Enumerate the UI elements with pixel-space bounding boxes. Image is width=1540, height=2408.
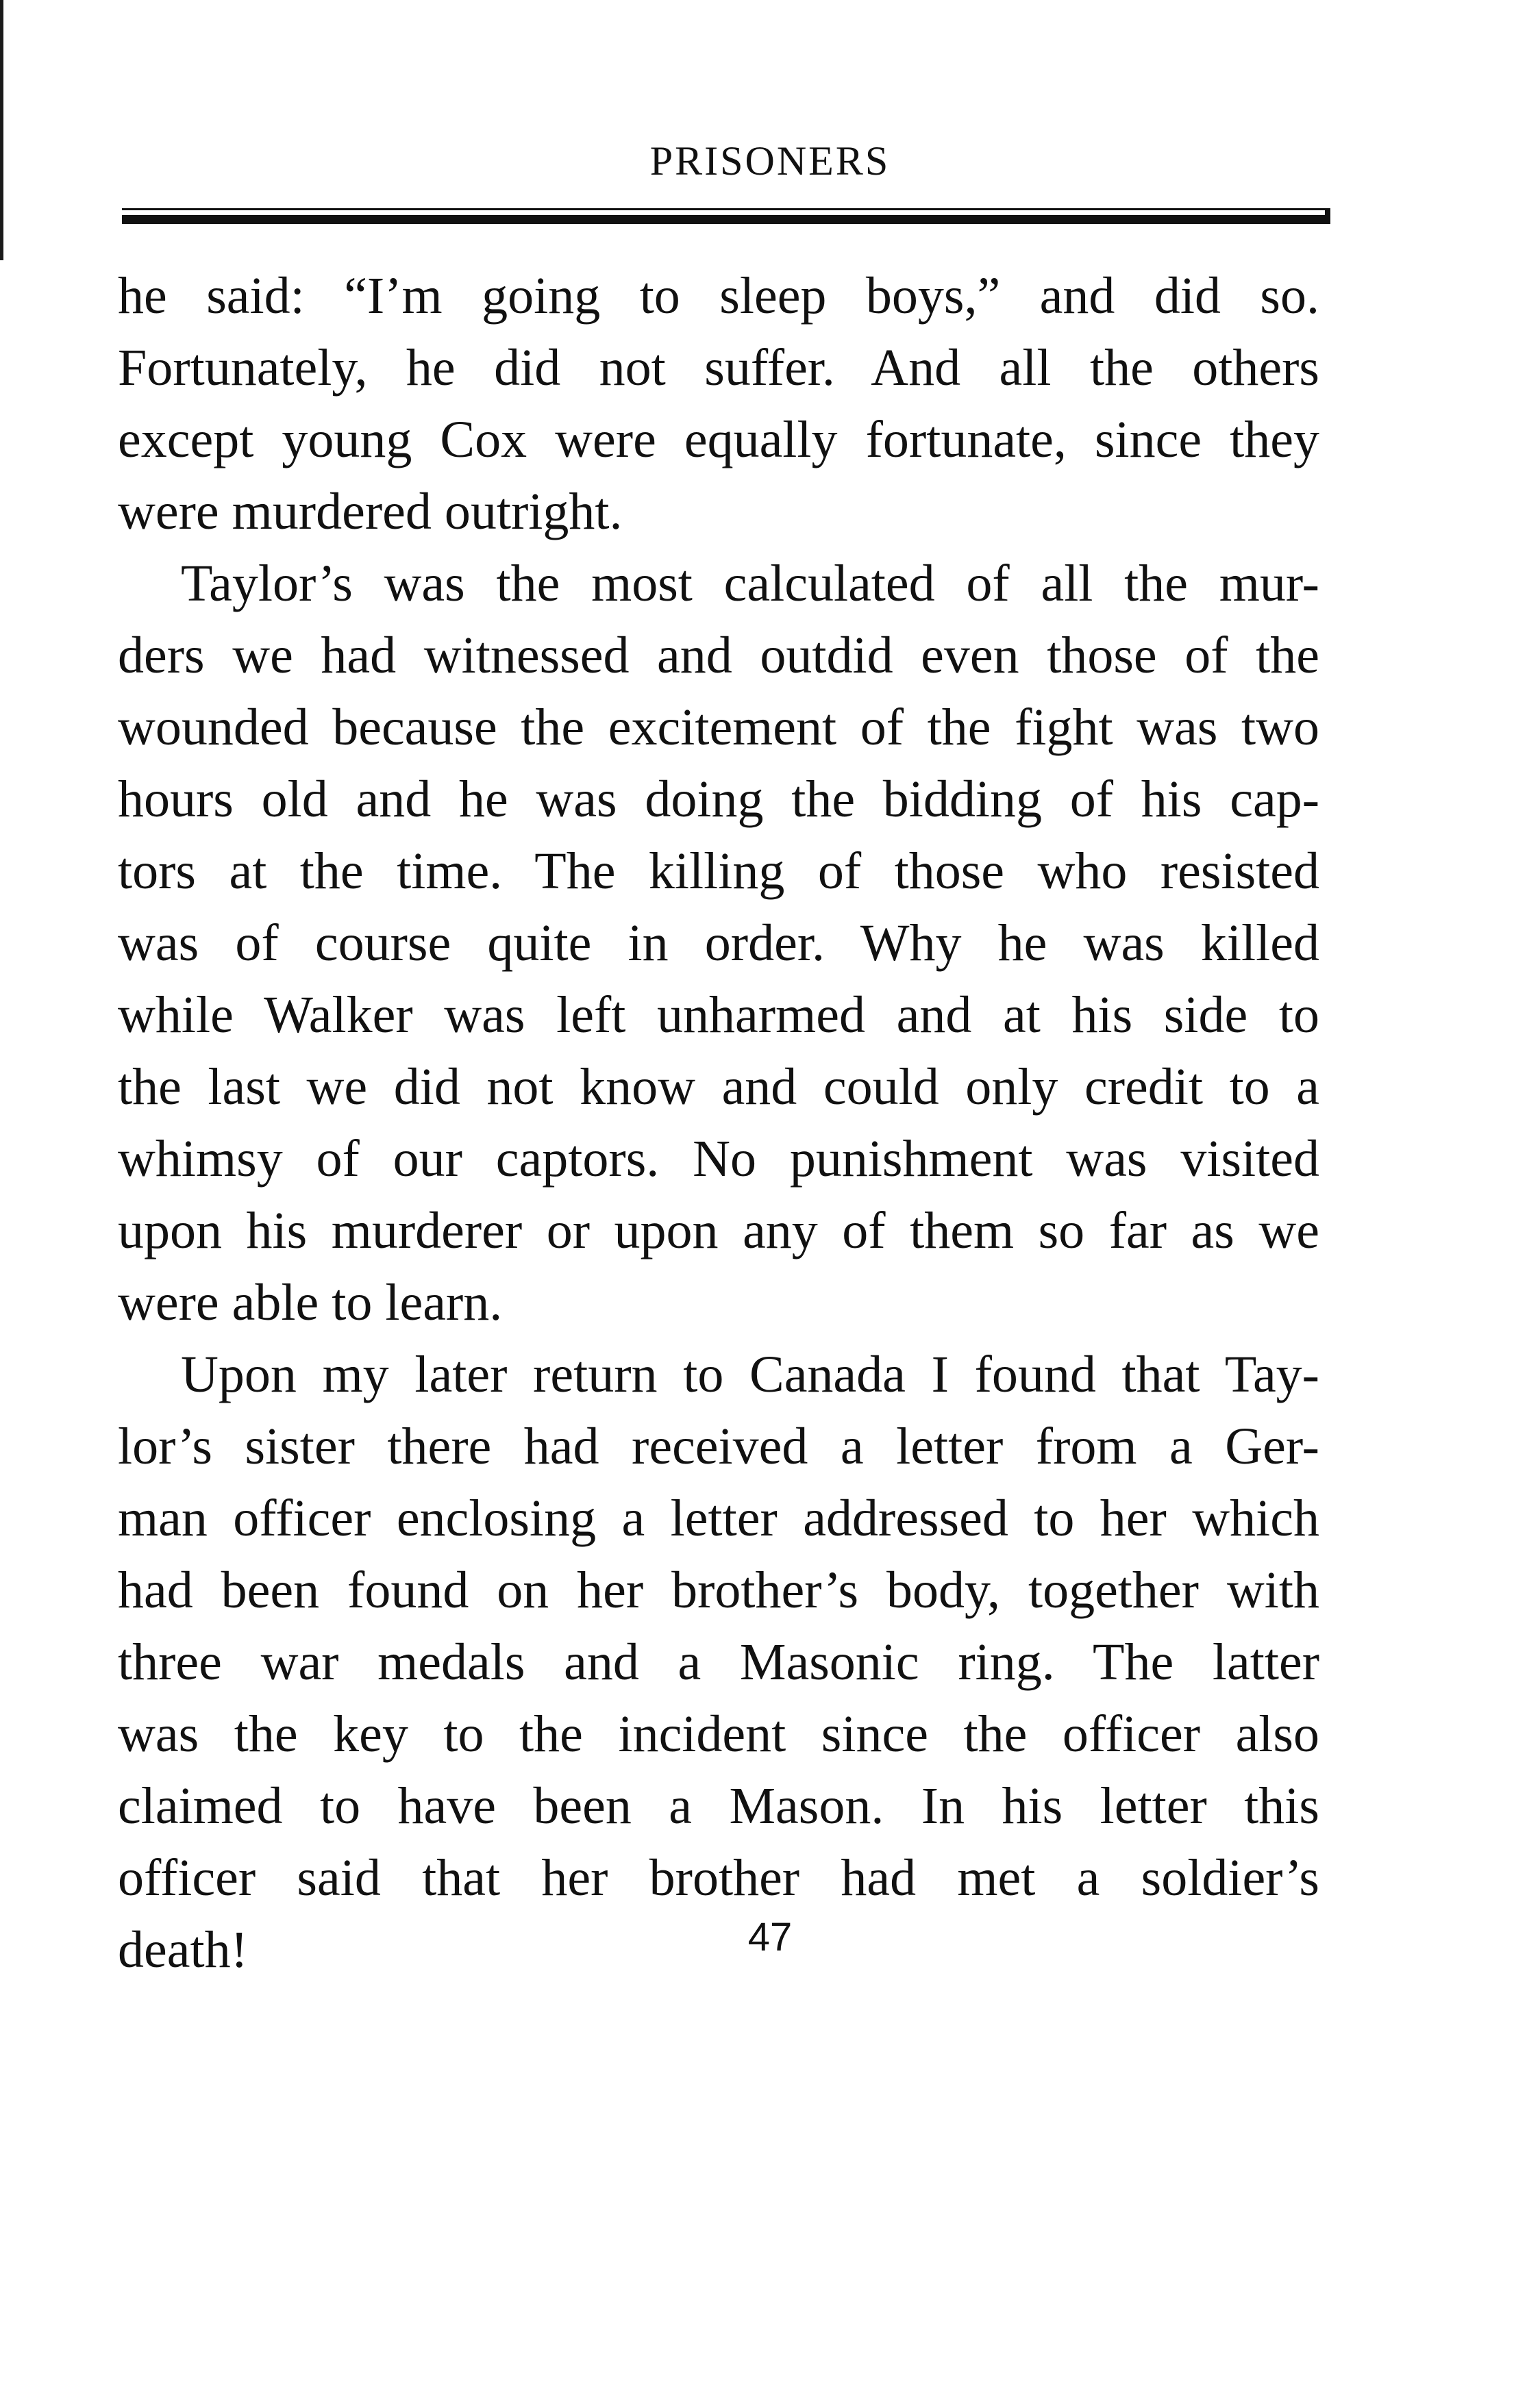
header-rule-thin — [122, 208, 1330, 210]
text-line: death! — [118, 1921, 248, 1979]
text-line: claimed to have been a Mason. In his letter this — [118, 1777, 1319, 1835]
text-line: had been found on her brother’s body, together with — [118, 1562, 1319, 1619]
header-rule-end — [1325, 208, 1330, 224]
text-line: hours old and he was doing the bidding of his cap- — [118, 770, 1319, 828]
paragraph-1 — [118, 260, 1319, 548]
text-line: except young Cox were equally fortunate, since they — [118, 411, 1319, 468]
text-line: Taylor’s was the most calculated of all the mur- — [181, 555, 1319, 612]
running-head: PRISONERS — [649, 138, 891, 184]
text-line: Upon my later return to Canada I found that Tay- — [181, 1346, 1319, 1403]
text-line: Fortunately, he did not suffer. And all the others — [118, 339, 1319, 397]
text-line: lor’s sister there had received a letter from a Ger- — [118, 1418, 1319, 1475]
header-rule-thick — [122, 215, 1330, 224]
text-line: the last we did not know and could only credit to a — [118, 1058, 1319, 1116]
text-line: wounded because the excitement of the fight was two — [118, 699, 1319, 756]
text-line: was of course quite in order. Why he was killed — [118, 914, 1319, 972]
text-line: officer said that her brother had met a soldier’s — [118, 1849, 1319, 1907]
text-line: ders we had witnessed and outdid even those of the — [118, 627, 1319, 684]
text-line: tors at the time. The killing of those who resisted — [118, 842, 1319, 900]
text-line: he said: “I’m going to sleep boys,” and did so. — [118, 267, 1319, 325]
paragraph-3 — [118, 1339, 1319, 1986]
scan-edge-mark — [0, 0, 3, 260]
text-line: were murdered outright. — [118, 483, 623, 540]
text-line: were able to learn. — [118, 1274, 503, 1331]
text-line: man officer enclosing a letter addressed to her which — [118, 1490, 1319, 1547]
paragraph-2 — [118, 548, 1319, 1339]
text-line: was the key to the incident since the officer also — [118, 1705, 1319, 1763]
text-line: three war medals and a Masonic ring. The latter — [118, 1633, 1319, 1691]
text-line: while Walker was left unharmed and at his side to — [118, 986, 1319, 1044]
text-line: upon his murderer or upon any of them so far as we — [118, 1202, 1319, 1259]
text-line: whimsy of our captors. No punishment was visited — [118, 1130, 1319, 1188]
page-number: 47 — [747, 1915, 793, 1959]
body-text — [118, 260, 1319, 1986]
